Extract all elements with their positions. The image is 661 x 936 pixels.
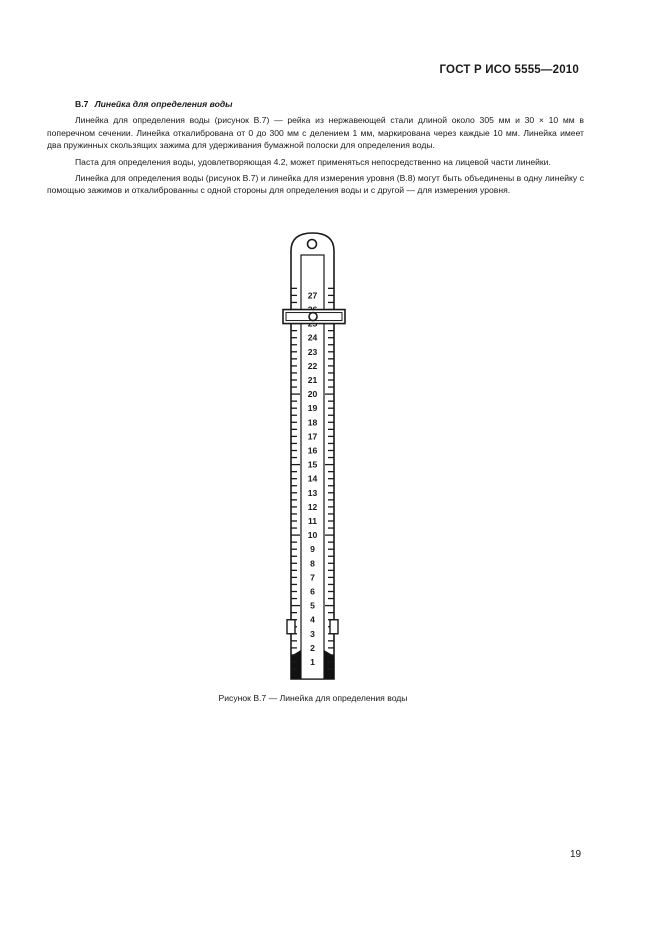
- water-ruler-figure: [282, 231, 346, 681]
- scale-number: 16: [307, 445, 318, 456]
- paragraph-paste: Паста для определения воды, удовлетворяющая 4.2, может применяться непосредственно на лицевой части линейки.: [75, 156, 551, 167]
- scale-number: 15: [307, 459, 318, 470]
- hanging-hole: [308, 240, 317, 249]
- section-heading: Линейка для определения воды: [94, 99, 233, 109]
- scale-number: 19: [307, 403, 318, 414]
- scale-number: 9: [310, 544, 315, 555]
- document-header: ГОСТ Р ИСО 5555—2010: [439, 64, 579, 76]
- scale-number: 1: [310, 657, 315, 667]
- scale-number: 13: [307, 487, 318, 498]
- scale-number: 4: [310, 614, 315, 625]
- paragraph-combined-ruler: Линейка для определения воды (рисунок В.7) и линейка для измерения уровня (В.8) могут быть объединены в одну линейку с помощью зажимов и откалиброванны с одной стороны для определения воды и с другой — для измерения уровня.: [47, 173, 584, 196]
- bottom-clamp-right: [330, 620, 338, 634]
- top-clamp-screw: [309, 313, 317, 321]
- paragraph-ruler-description: Линейка для определения воды (рисунок В.7) — рейка из нержавеющей стали длиной около 305 мм и 30 × 10 мм в поперечном сечении. Линейка откалибрована от 0 до 300 мм с делением 1 мм, маркирована через каждые 10 мм. Линейка имеет два пружинных скользящих зажима для удерживания бумажной полоски для определения воды.: [47, 115, 584, 151]
- scale-number: 18: [307, 417, 318, 428]
- scale-number: 2: [310, 642, 315, 653]
- scale-number: 23: [307, 346, 318, 357]
- scale-number: 12: [307, 501, 318, 512]
- section-title: [75, 98, 584, 110]
- scale-number: 21: [307, 375, 318, 385]
- scale-number: 8: [310, 558, 315, 569]
- scale-number: 17: [307, 431, 318, 442]
- scale-number: 6: [310, 586, 315, 597]
- scale-number: 11: [307, 516, 318, 526]
- scale-number: 14: [307, 473, 318, 484]
- figure-caption: Рисунок В.7 — Линейка для определения воды: [218, 693, 408, 703]
- water-ruler-drawing: [282, 231, 346, 681]
- scale-number: 10: [307, 530, 318, 541]
- scale-number: 7: [310, 572, 315, 583]
- scale-number: 22: [307, 360, 318, 371]
- bottom-clamp-left: [287, 620, 295, 634]
- scale-number: 27: [307, 290, 318, 301]
- page-number: 19: [570, 849, 582, 860]
- scale-number: 5: [310, 600, 315, 611]
- scale-number: 20: [307, 389, 318, 400]
- section-content: [47, 98, 584, 201]
- scale-number: 24: [307, 332, 318, 343]
- section-number: B.7: [75, 99, 89, 109]
- scale-number: 3: [310, 628, 315, 639]
